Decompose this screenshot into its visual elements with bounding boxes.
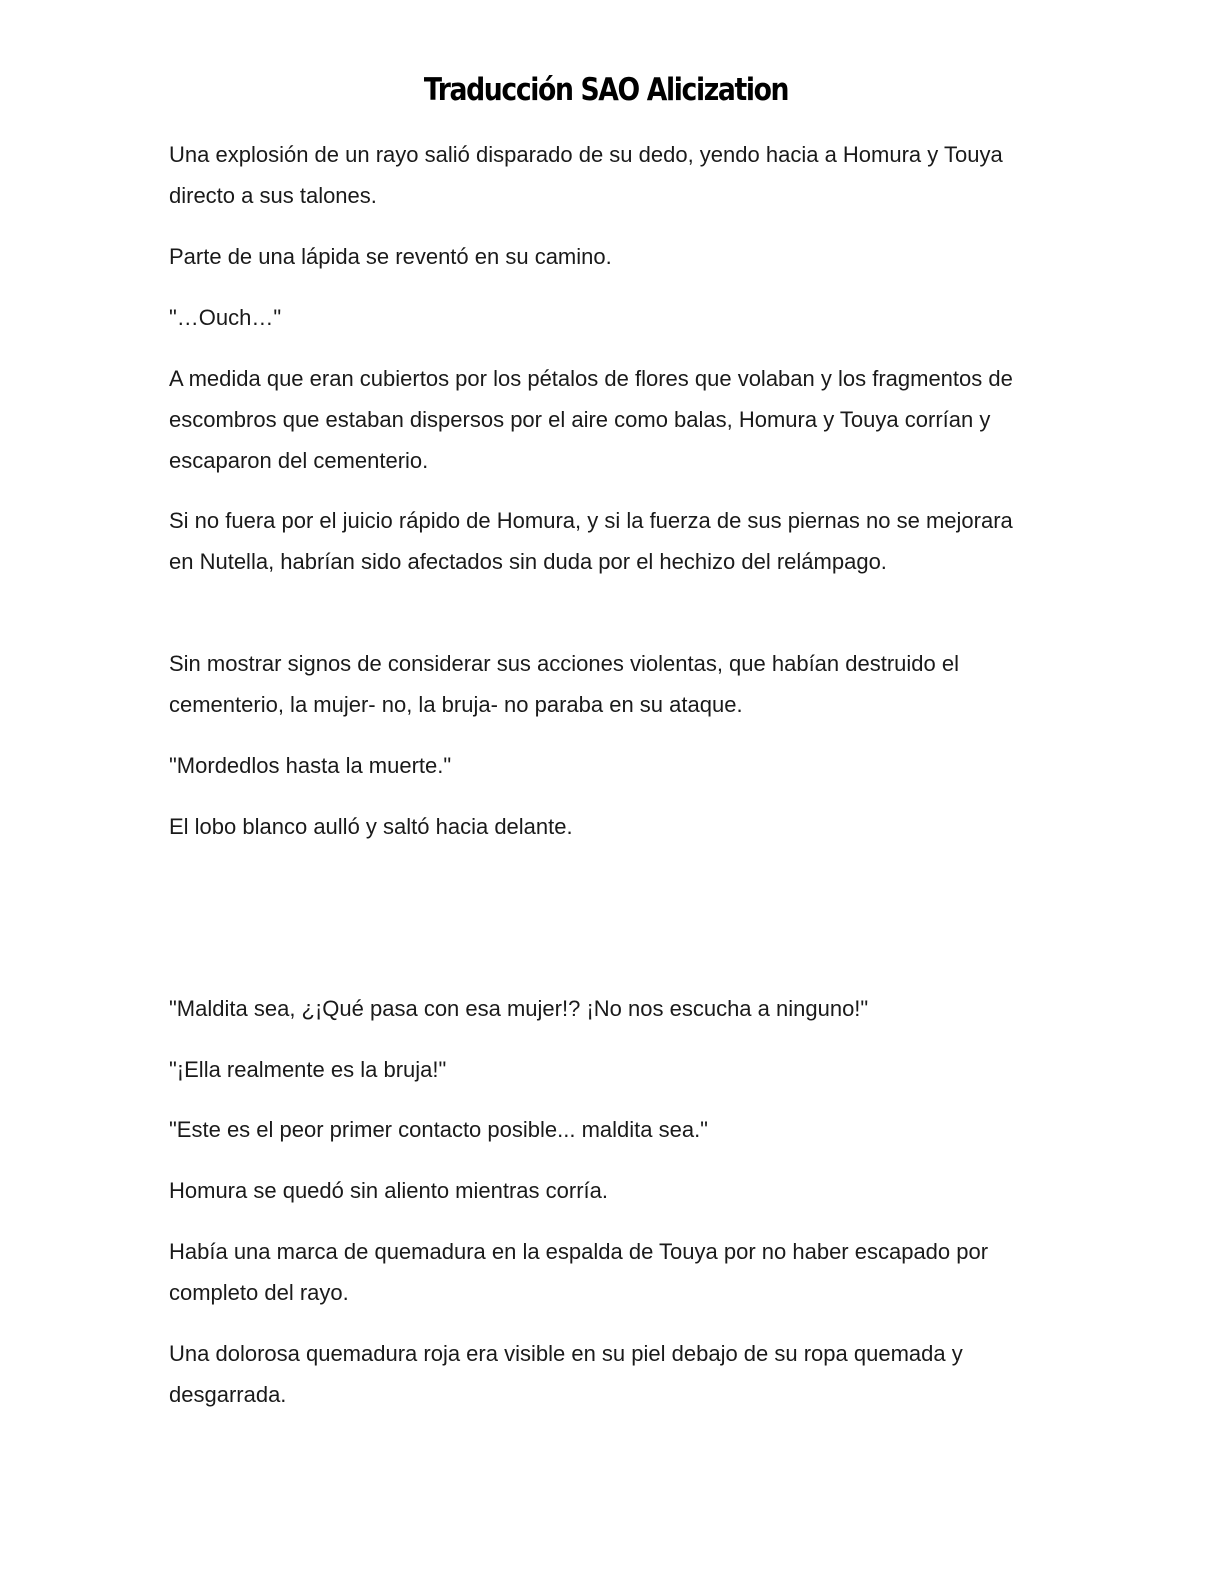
- paragraph: Una explosión de un rayo salió disparado de su dedo, yendo hacia a Homura y Touya directo a sus talones.: [169, 142, 1003, 208]
- paragraph: Había una marca de quemadura en la espalda de Touya por no haber escapado por completo del rayo.: [169, 1239, 989, 1305]
- paragraph: Una dolorosa quemadura roja era visible en su piel debajo de su ropa quemada y desgarrada.: [169, 1341, 963, 1407]
- paragraph: Homura se quedó sin aliento mientras corría.: [169, 1178, 608, 1203]
- paragraph: Sin mostrar signos de considerar sus acciones violentas, que habían destruido el cementerio, la mujer- no, la bruja- no paraba en su ataque.: [169, 651, 960, 717]
- paragraph: "¡Ella realmente es la bruja!": [169, 1057, 447, 1082]
- paragraph: "Mordedlos hasta la muerte.": [169, 753, 452, 778]
- paragraph: A medida que eran cubiertos por los pétalos de flores que volaban y los fragmentos de escombros que estaban dispersos por el aire como balas, Homura y Touya corrían y escaparon del cementerio.: [169, 366, 1013, 473]
- paragraph: "…Ouch…": [169, 305, 282, 330]
- paragraph: "Este es el peor primer contacto posible... maldita sea.": [169, 1117, 708, 1142]
- paragraph: El lobo blanco aulló y saltó hacia delante.: [169, 814, 573, 839]
- paragraph: Parte de una lápida se reventó en su camino.: [169, 244, 612, 269]
- paragraph: Si no fuera por el juicio rápido de Homura, y si la fuerza de sus piernas no se mejorara en Nutella, habrían sido afectados sin duda por el hechizo del relámpago.: [169, 508, 1013, 574]
- document-title: Traducción SAO Alicization: [423, 72, 789, 108]
- paragraph: "Maldita sea, ¿¡Qué pasa con esa mujer!? ¡No nos escucha a ninguno!": [169, 996, 869, 1021]
